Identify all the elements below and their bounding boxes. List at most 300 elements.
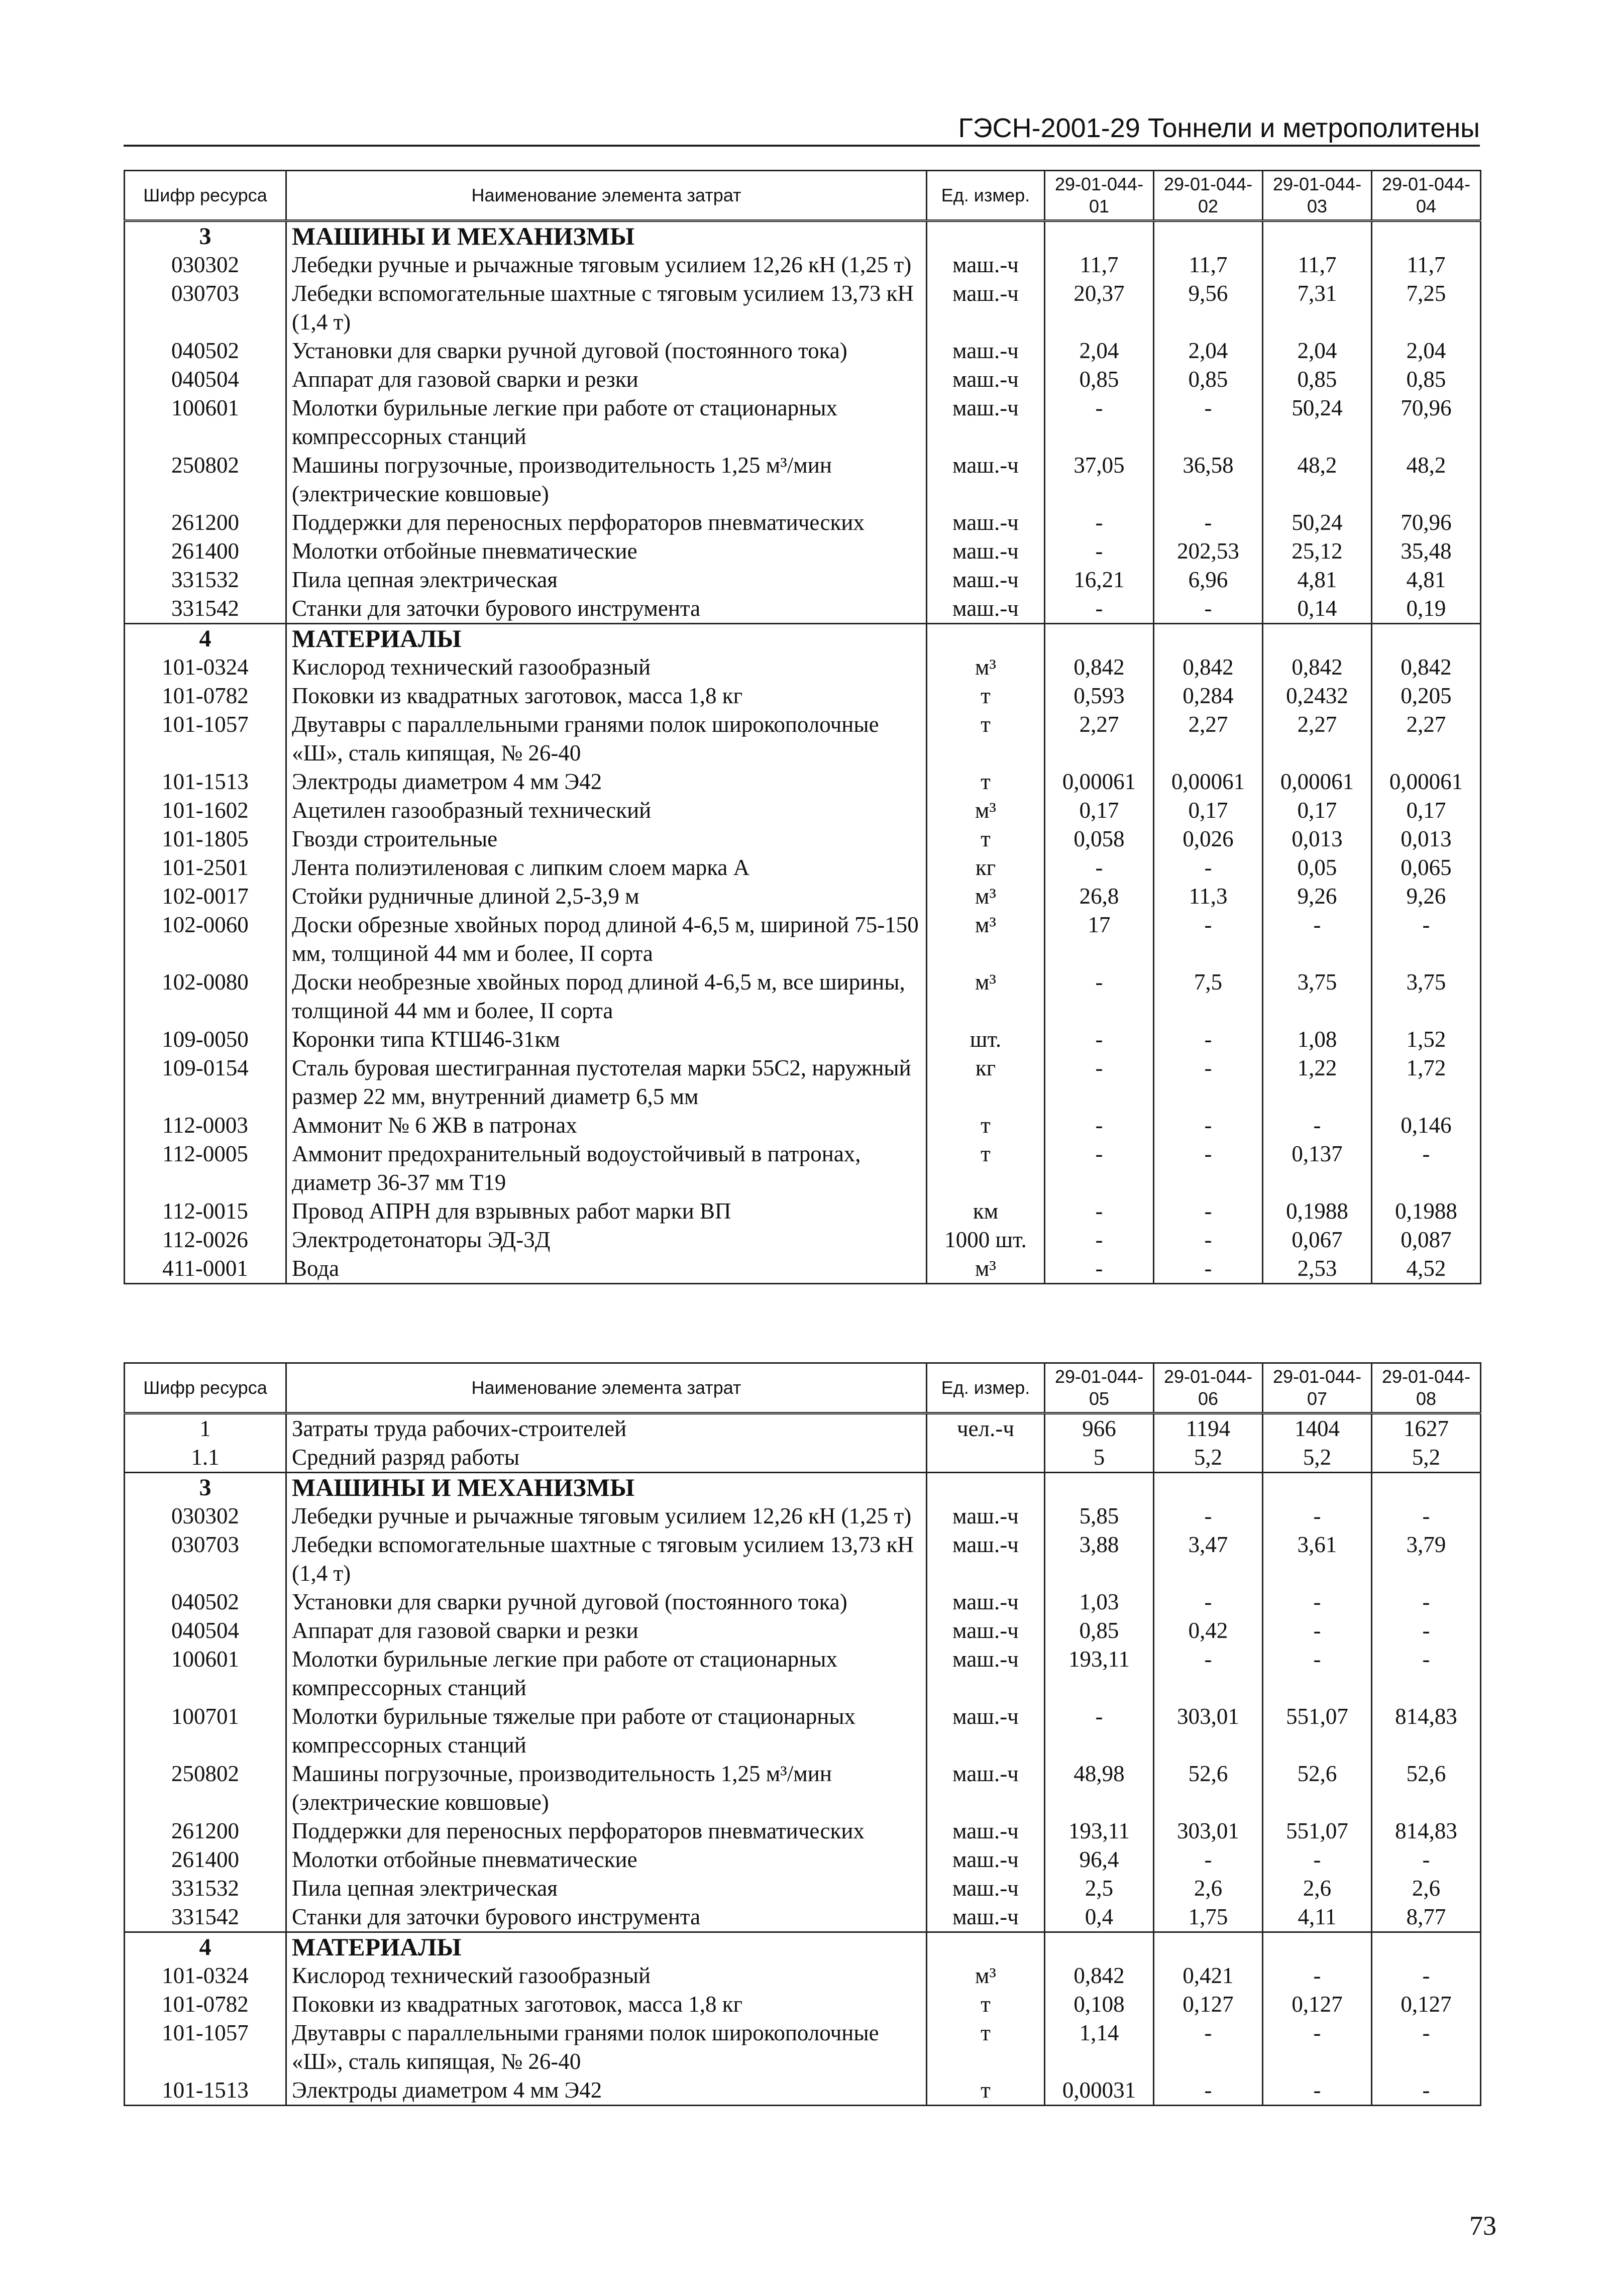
norm-value-cell: - xyxy=(1263,1111,1372,1140)
table-row xyxy=(125,710,1481,768)
unit-cell: т xyxy=(927,768,1045,796)
resource-code-cell: 102-0080 xyxy=(125,968,286,1025)
unit-cell: м³ xyxy=(927,968,1045,1025)
resource-name-cell: Доски необрезные хвойных пород длиной 4-6,5 м, все ширины, толщиной 44 мм и более, II сорта xyxy=(286,968,927,1025)
norm-value-cell: 36,58 xyxy=(1154,451,1263,508)
norm-value-cell: 0,065 xyxy=(1372,853,1481,882)
norm-value-cell: - xyxy=(1263,1588,1372,1616)
norm-value-cell: 11,3 xyxy=(1154,882,1263,911)
norm-value-cell: 0,137 xyxy=(1263,1140,1372,1197)
norm-value-cell: 9,26 xyxy=(1263,882,1372,911)
norm-value-cell: 2,6 xyxy=(1372,1874,1481,1903)
norm-value-cell: - xyxy=(1045,1226,1154,1254)
resource-code-cell: 102-0017 xyxy=(125,882,286,911)
norm-value-cell: 4,52 xyxy=(1372,1254,1481,1284)
resource-name-cell: Молотки отбойные пневматические xyxy=(286,1845,927,1874)
resource-name-cell: Лебедки вспомогательные шахтные с тяговым усилием 13,73 кН (1,4 т) xyxy=(286,1530,927,1588)
norm-value-cell: 11,7 xyxy=(1045,251,1154,279)
norm-value-cell: - xyxy=(1045,853,1154,882)
norm-value-cell xyxy=(1263,1473,1372,1502)
resource-code-cell: 101-1057 xyxy=(125,710,286,768)
unit-cell: маш.-ч xyxy=(927,1702,1045,1760)
table-body xyxy=(125,1413,1481,2106)
norm-value-cell: - xyxy=(1263,1845,1372,1874)
table-row xyxy=(125,508,1481,537)
column-header-norm-3: 29-01-044-03 xyxy=(1263,171,1372,221)
norm-value-cell: - xyxy=(1263,911,1372,968)
norm-value-cell: 16,21 xyxy=(1045,566,1154,594)
norm-value-cell xyxy=(1372,1932,1481,1962)
unit-cell: маш.-ч xyxy=(927,594,1045,624)
norm-value-cell: 2,27 xyxy=(1045,710,1154,768)
norm-value-cell xyxy=(1045,1932,1154,1962)
norm-value-cell: 0,17 xyxy=(1263,796,1372,825)
table-row xyxy=(125,1903,1481,1932)
unit-cell: маш.-ч xyxy=(927,365,1045,394)
norm-value-cell: 7,31 xyxy=(1263,279,1372,337)
norm-value-cell xyxy=(1154,624,1263,653)
norm-value-cell: 0,421 xyxy=(1154,1961,1263,1990)
table-row xyxy=(125,1588,1481,1616)
norm-value-cell: - xyxy=(1045,1025,1154,1054)
resource-name-cell: Аммонит № 6 ЖВ в патронах xyxy=(286,1111,927,1140)
resource-code-cell: 331532 xyxy=(125,1874,286,1903)
resource-name-cell: Поддержки для переносных перфораторов пневматических xyxy=(286,508,927,537)
unit-cell: т xyxy=(927,825,1045,853)
norm-value-cell: 0,85 xyxy=(1263,365,1372,394)
norm-value-cell: 25,12 xyxy=(1263,537,1372,566)
norm-value-cell: - xyxy=(1372,1588,1481,1616)
norm-value-cell: 0,42 xyxy=(1154,1616,1263,1645)
norm-value-cell: 1,52 xyxy=(1372,1025,1481,1054)
norm-value-cell: 1,03 xyxy=(1045,1588,1154,1616)
table-row xyxy=(125,1760,1481,1817)
resource-code-cell: 112-0005 xyxy=(125,1140,286,1197)
norm-value-cell: 48,2 xyxy=(1263,451,1372,508)
norm-value-cell: 1404 xyxy=(1263,1413,1372,1444)
norm-value-cell: 0,1988 xyxy=(1372,1197,1481,1226)
resource-name-cell: Молотки отбойные пневматические xyxy=(286,537,927,566)
norm-value-cell: 0,284 xyxy=(1154,682,1263,710)
resource-code-cell: 250802 xyxy=(125,1760,286,1817)
norm-value-cell: - xyxy=(1263,1961,1372,1990)
norm-value-cell: 4,11 xyxy=(1263,1903,1372,1932)
norm-value-cell: 70,96 xyxy=(1372,394,1481,451)
table-row xyxy=(125,911,1481,968)
resource-name-cell: Молотки бурильные тяжелые при работе от стационарных компрессорных станций xyxy=(286,1702,927,1760)
norm-value-cell: 50,24 xyxy=(1263,394,1372,451)
resource-name-cell: Станки для заточки бурового инструмента xyxy=(286,1903,927,1932)
unit-cell: т xyxy=(927,2019,1045,2076)
norm-value-cell xyxy=(1263,624,1372,653)
resource-name-cell: Лебедки ручные и рычажные тяговым усилием 12,26 кН (1,25 т) xyxy=(286,1502,927,1530)
norm-value-cell: - xyxy=(1154,594,1263,624)
resource-name-cell: Поддержки для переносных перфораторов пневматических xyxy=(286,1817,927,1845)
resource-code-cell: 101-2501 xyxy=(125,853,286,882)
norm-value-cell: - xyxy=(1154,1226,1263,1254)
norm-value-cell: 2,04 xyxy=(1372,337,1481,365)
document-title: ГЭСН-2001-29 Тоннели и метрополитены xyxy=(958,113,1480,143)
resource-name-cell: Машины погрузочные, производительность 1,25 м³/мин (электрические ковшовые) xyxy=(286,1760,927,1817)
resource-name-cell: Двутавры с параллельными гранями полок широкополочные «Ш», сталь кипящая, № 26-40 xyxy=(286,2019,927,2076)
table-header-row xyxy=(125,171,1481,221)
norm-value-cell: 2,27 xyxy=(1263,710,1372,768)
norm-value-cell: 11,7 xyxy=(1372,251,1481,279)
table-row xyxy=(125,768,1481,796)
norm-value-cell: 0,013 xyxy=(1263,825,1372,853)
table-row xyxy=(125,1616,1481,1645)
norm-value-cell xyxy=(1372,1473,1481,1502)
norm-value-cell: 6,96 xyxy=(1154,566,1263,594)
table-row xyxy=(125,594,1481,624)
unit-cell: 1000 шт. xyxy=(927,1226,1045,1254)
unit-cell xyxy=(927,1443,1045,1473)
norm-value-cell: 814,83 xyxy=(1372,1702,1481,1760)
resource-name-cell: Доски обрезные хвойных пород длиной 4-6,5 м, шириной 75-150 мм, толщиной 44 мм и более, II сорта xyxy=(286,911,927,968)
norm-value-cell: 0,17 xyxy=(1154,796,1263,825)
resource-table-2 xyxy=(124,1362,1481,2106)
resource-code-cell: 250802 xyxy=(125,451,286,508)
table-row xyxy=(125,1530,1481,1588)
norm-value-cell: 0,127 xyxy=(1263,1990,1372,2019)
norm-value-cell: - xyxy=(1045,1111,1154,1140)
unit-cell: м³ xyxy=(927,911,1045,968)
resource-code-cell: 101-1805 xyxy=(125,825,286,853)
resource-code-cell: 101-1513 xyxy=(125,768,286,796)
norm-value-cell: 0,85 xyxy=(1154,365,1263,394)
resource-name-cell: Аппарат для газовой сварки и резки xyxy=(286,1616,927,1645)
norm-value-cell: 303,01 xyxy=(1154,1817,1263,1845)
section-row xyxy=(125,1932,1481,1962)
table-row xyxy=(125,566,1481,594)
norm-value-cell: 2,04 xyxy=(1154,337,1263,365)
norm-value-cell: 1194 xyxy=(1154,1413,1263,1444)
norm-value-cell: 202,53 xyxy=(1154,537,1263,566)
norm-value-cell: - xyxy=(1263,2019,1372,2076)
resource-name-cell: Лебедки вспомогательные шахтные с тяговым усилием 13,73 кН (1,4 т) xyxy=(286,279,927,337)
norm-value-cell: 0,013 xyxy=(1372,825,1481,853)
section-title-cell: МАТЕРИАЛЫ xyxy=(286,1932,927,1962)
unit-cell xyxy=(927,624,1045,653)
norm-value-cell: - xyxy=(1154,2019,1263,2076)
norm-value-cell: - xyxy=(1372,2076,1481,2106)
resource-code-cell: 3 xyxy=(125,1473,286,1502)
norm-value-cell: 303,01 xyxy=(1154,1702,1263,1760)
norm-value-cell: 0,087 xyxy=(1372,1226,1481,1254)
norm-value-cell: 2,04 xyxy=(1045,337,1154,365)
norm-value-cell: - xyxy=(1372,2019,1481,2076)
norm-value-cell: 35,48 xyxy=(1372,537,1481,566)
norm-value-cell: 2,27 xyxy=(1154,710,1263,768)
unit-cell: м³ xyxy=(927,653,1045,682)
table-row xyxy=(125,1845,1481,1874)
norm-value-cell: 0,026 xyxy=(1154,825,1263,853)
norm-value-cell: 11,7 xyxy=(1263,251,1372,279)
norm-value-cell: - xyxy=(1154,1254,1263,1284)
table-row xyxy=(125,1874,1481,1903)
resource-code-cell: 101-0324 xyxy=(125,1961,286,1990)
table-row xyxy=(125,1645,1481,1702)
resource-code-cell: 100701 xyxy=(125,1702,286,1760)
norm-value-cell: 3,61 xyxy=(1263,1530,1372,1588)
unit-cell: маш.-ч xyxy=(927,1760,1045,1817)
resource-code-cell: 101-1602 xyxy=(125,796,286,825)
column-header-norm-4: 29-01-044-08 xyxy=(1372,1363,1481,1413)
unit-cell xyxy=(927,221,1045,251)
unit-cell: м³ xyxy=(927,882,1045,911)
norm-value-cell: - xyxy=(1045,1054,1154,1111)
norm-value-cell: 0,05 xyxy=(1263,853,1372,882)
norm-value-cell: 5,2 xyxy=(1263,1443,1372,1473)
resource-code-cell: 112-0003 xyxy=(125,1111,286,1140)
norm-value-cell: - xyxy=(1154,508,1263,537)
unit-cell: т xyxy=(927,710,1045,768)
norm-value-cell: 5,2 xyxy=(1154,1443,1263,1473)
column-header-name: Наименование элемента затрат xyxy=(286,171,927,221)
norm-value-cell: 52,6 xyxy=(1372,1760,1481,1817)
resource-code-cell: 411-0001 xyxy=(125,1254,286,1284)
norm-value-cell xyxy=(1045,1473,1154,1502)
norm-value-cell: 814,83 xyxy=(1372,1817,1481,1845)
resource-code-cell: 101-1057 xyxy=(125,2019,286,2076)
table-row xyxy=(125,1990,1481,2019)
resource-code-cell: 112-0026 xyxy=(125,1226,286,1254)
table-row xyxy=(125,1961,1481,1990)
table-row xyxy=(125,251,1481,279)
norm-value-cell: 20,37 xyxy=(1045,279,1154,337)
norm-value-cell: 4,81 xyxy=(1263,566,1372,594)
norm-value-cell: - xyxy=(1154,1588,1263,1616)
unit-cell: маш.-ч xyxy=(927,394,1045,451)
resource-code-cell: 030302 xyxy=(125,251,286,279)
norm-value-cell: - xyxy=(1154,1845,1263,1874)
norm-value-cell: - xyxy=(1154,911,1263,968)
column-header-name: Наименование элемента затрат xyxy=(286,1363,927,1413)
section-row xyxy=(125,221,1481,251)
unit-cell: м³ xyxy=(927,796,1045,825)
column-header-code: Шифр ресурса xyxy=(125,1363,286,1413)
norm-value-cell: - xyxy=(1154,1140,1263,1197)
resource-name-cell: Вода xyxy=(286,1254,927,1284)
unit-cell: чел.-ч xyxy=(927,1413,1045,1444)
norm-value-cell: 0,842 xyxy=(1045,653,1154,682)
norm-value-cell: 0,842 xyxy=(1045,1961,1154,1990)
table-row xyxy=(125,451,1481,508)
resource-code-cell: 261200 xyxy=(125,1817,286,1845)
norm-value-cell xyxy=(1372,624,1481,653)
norm-value-cell: - xyxy=(1045,1197,1154,1226)
unit-cell: маш.-ч xyxy=(927,1588,1045,1616)
table-row xyxy=(125,796,1481,825)
section-row xyxy=(125,624,1481,653)
norm-value-cell: 551,07 xyxy=(1263,1817,1372,1845)
norm-value-cell: - xyxy=(1045,968,1154,1025)
norm-value-cell: 3,75 xyxy=(1263,968,1372,1025)
norm-value-cell xyxy=(1154,221,1263,251)
column-header-norm-1: 29-01-044-05 xyxy=(1045,1363,1154,1413)
table-row xyxy=(125,1254,1481,1284)
norm-value-cell: 7,25 xyxy=(1372,279,1481,337)
resource-code-cell: 040504 xyxy=(125,365,286,394)
norm-value-cell: 1,75 xyxy=(1154,1903,1263,1932)
resource-name-cell: Лебедки ручные и рычажные тяговым усилием 12,26 кН (1,25 т) xyxy=(286,251,927,279)
resource-code-cell: 3 xyxy=(125,221,286,251)
section-row xyxy=(125,1473,1481,1502)
resource-code-cell: 100601 xyxy=(125,1645,286,1702)
resource-name-cell: Машины погрузочные, производительность 1,25 м³/мин (электрические ковшовые) xyxy=(286,451,927,508)
norm-value-cell: 1,08 xyxy=(1263,1025,1372,1054)
norm-value-cell: 0,00061 xyxy=(1372,768,1481,796)
norm-value-cell: - xyxy=(1154,853,1263,882)
section-title-cell: МАТЕРИАЛЫ xyxy=(286,624,927,653)
table-row xyxy=(125,2019,1481,2076)
resource-code-cell: 101-0324 xyxy=(125,653,286,682)
resource-name-cell: Стойки рудничные длиной 2,5-3,9 м xyxy=(286,882,927,911)
norm-value-cell: - xyxy=(1154,1025,1263,1054)
table-row xyxy=(125,1054,1481,1111)
resource-name-cell: Кислород технический газообразный xyxy=(286,1961,927,1990)
table-row xyxy=(125,365,1481,394)
resource-name-cell: Затраты труда рабочих-строителей xyxy=(286,1413,927,1444)
resource-code-cell: 261200 xyxy=(125,508,286,537)
page-header xyxy=(124,110,1480,147)
norm-value-cell xyxy=(1154,1932,1263,1962)
resource-name-cell: Аммонит предохранительный водоустойчивый в патронах, диаметр 36-37 мм Т19 xyxy=(286,1140,927,1197)
unit-cell: м³ xyxy=(927,1961,1045,1990)
table-row xyxy=(125,825,1481,853)
unit-cell: маш.-ч xyxy=(927,566,1045,594)
resource-name-cell: Гвозди строительные xyxy=(286,825,927,853)
unit-cell: маш.-ч xyxy=(927,251,1045,279)
resource-name-cell: Поковки из квадратных заготовок, масса 1,8 кг xyxy=(286,682,927,710)
table-row xyxy=(125,1025,1481,1054)
resource-code-cell: 030703 xyxy=(125,279,286,337)
unit-cell: маш.-ч xyxy=(927,1874,1045,1903)
norm-value-cell: 966 xyxy=(1045,1413,1154,1444)
table-row xyxy=(125,1443,1481,1473)
norm-value-cell: 0,19 xyxy=(1372,594,1481,624)
norm-value-cell: - xyxy=(1372,1961,1481,1990)
norm-value-cell: 0,067 xyxy=(1263,1226,1372,1254)
norm-value-cell: - xyxy=(1154,1197,1263,1226)
resource-code-cell: 040502 xyxy=(125,337,286,365)
norm-value-cell: 2,6 xyxy=(1263,1874,1372,1903)
norm-value-cell: 2,04 xyxy=(1263,337,1372,365)
table-row xyxy=(125,2076,1481,2106)
resource-name-cell: Станки для заточки бурового инструмента xyxy=(286,594,927,624)
resource-name-cell: Пила цепная электрическая xyxy=(286,566,927,594)
norm-value-cell: - xyxy=(1045,537,1154,566)
resource-name-cell: Двутавры с параллельными гранями полок широкополочные «Ш», сталь кипящая, № 26-40 xyxy=(286,710,927,768)
unit-cell: маш.-ч xyxy=(927,537,1045,566)
norm-value-cell xyxy=(1045,624,1154,653)
norm-value-cell: 5,2 xyxy=(1372,1443,1481,1473)
norm-value-cell: 9,56 xyxy=(1154,279,1263,337)
norm-value-cell: 0,00061 xyxy=(1045,768,1154,796)
table-header-row xyxy=(125,1363,1481,1413)
norm-value-cell: 2,5 xyxy=(1045,1874,1154,1903)
norm-value-cell: 1627 xyxy=(1372,1413,1481,1444)
unit-cell: кг xyxy=(927,1054,1045,1111)
resource-name-cell: Коронки типа КТШ46-31км xyxy=(286,1025,927,1054)
norm-value-cell: - xyxy=(1372,1616,1481,1645)
unit-cell: маш.-ч xyxy=(927,451,1045,508)
unit-cell: т xyxy=(927,682,1045,710)
column-header-code: Шифр ресурса xyxy=(125,171,286,221)
column-header-norm-1: 29-01-044-01 xyxy=(1045,171,1154,221)
resource-name-cell: Поковки из квадратных заготовок, масса 1,8 кг xyxy=(286,1990,927,2019)
unit-cell: маш.-ч xyxy=(927,1502,1045,1530)
norm-value-cell: 52,6 xyxy=(1263,1760,1372,1817)
table-row xyxy=(125,853,1481,882)
norm-value-cell: - xyxy=(1045,508,1154,537)
resource-name-cell: Установки для сварки ручной дуговой (постоянного тока) xyxy=(286,1588,927,1616)
norm-value-cell: 3,88 xyxy=(1045,1530,1154,1588)
norm-value-cell: 0,1988 xyxy=(1263,1197,1372,1226)
norm-value-cell: 26,8 xyxy=(1045,882,1154,911)
norm-value-cell: 50,24 xyxy=(1263,508,1372,537)
resource-code-cell: 331532 xyxy=(125,566,286,594)
resource-code-cell: 030302 xyxy=(125,1502,286,1530)
unit-cell: кг xyxy=(927,853,1045,882)
norm-value-cell: 3,75 xyxy=(1372,968,1481,1025)
norm-value-cell: 96,4 xyxy=(1045,1845,1154,1874)
norm-value-cell: 0,17 xyxy=(1372,796,1481,825)
norm-value-cell: - xyxy=(1154,394,1263,451)
norm-value-cell: 5 xyxy=(1045,1443,1154,1473)
norm-value-cell: 0,842 xyxy=(1263,653,1372,682)
resource-code-cell: 109-0154 xyxy=(125,1054,286,1111)
resource-name-cell: Электродетонаторы ЭД-3Д xyxy=(286,1226,927,1254)
norm-value-cell: 1,72 xyxy=(1372,1054,1481,1111)
norm-value-cell: - xyxy=(1263,2076,1372,2106)
norm-value-cell: 8,77 xyxy=(1372,1903,1481,1932)
resource-code-cell: 331542 xyxy=(125,1903,286,1932)
norm-value-cell: - xyxy=(1372,1645,1481,1702)
norm-value-cell: - xyxy=(1372,1502,1481,1530)
resource-code-cell: 102-0060 xyxy=(125,911,286,968)
norm-value-cell: 3,79 xyxy=(1372,1530,1481,1588)
norm-value-cell: 0,85 xyxy=(1372,365,1481,394)
norm-value-cell: 0,205 xyxy=(1372,682,1481,710)
unit-cell: маш.-ч xyxy=(927,1845,1045,1874)
norm-value-cell: 11,7 xyxy=(1154,251,1263,279)
resource-name-cell: Молотки бурильные легкие при работе от стационарных компрессорных станций xyxy=(286,1645,927,1702)
norm-value-cell: 48,98 xyxy=(1045,1760,1154,1817)
table-row xyxy=(125,337,1481,365)
resource-name-cell: Установки для сварки ручной дуговой (постоянного тока) xyxy=(286,337,927,365)
resource-name-cell: Сталь буровая шестигранная пустотелая марки 55С2, наружный размер 22 мм, внутренний диаметр 6,5 мм xyxy=(286,1054,927,1111)
norm-value-cell: 193,11 xyxy=(1045,1817,1154,1845)
norm-value-cell: 2,6 xyxy=(1154,1874,1263,1903)
norm-value-cell: 0,00061 xyxy=(1263,768,1372,796)
unit-cell xyxy=(927,1473,1045,1502)
resource-code-cell: 030703 xyxy=(125,1530,286,1588)
unit-cell: м³ xyxy=(927,1254,1045,1284)
table-row xyxy=(125,1111,1481,1140)
norm-value-cell: 3,47 xyxy=(1154,1530,1263,1588)
resource-name-cell: Молотки бурильные легкие при работе от стационарных компрессорных станций xyxy=(286,394,927,451)
resource-name-cell: Ацетилен газообразный технический xyxy=(286,796,927,825)
resource-code-cell: 4 xyxy=(125,624,286,653)
norm-value-cell: 0,842 xyxy=(1154,653,1263,682)
column-header-unit: Ед. измер. xyxy=(927,1363,1045,1413)
norm-value-cell: - xyxy=(1154,1502,1263,1530)
norm-value-cell: 0,146 xyxy=(1372,1111,1481,1140)
norm-value-cell: 0,14 xyxy=(1263,594,1372,624)
norm-value-cell xyxy=(1045,221,1154,251)
resource-code-cell: 261400 xyxy=(125,537,286,566)
